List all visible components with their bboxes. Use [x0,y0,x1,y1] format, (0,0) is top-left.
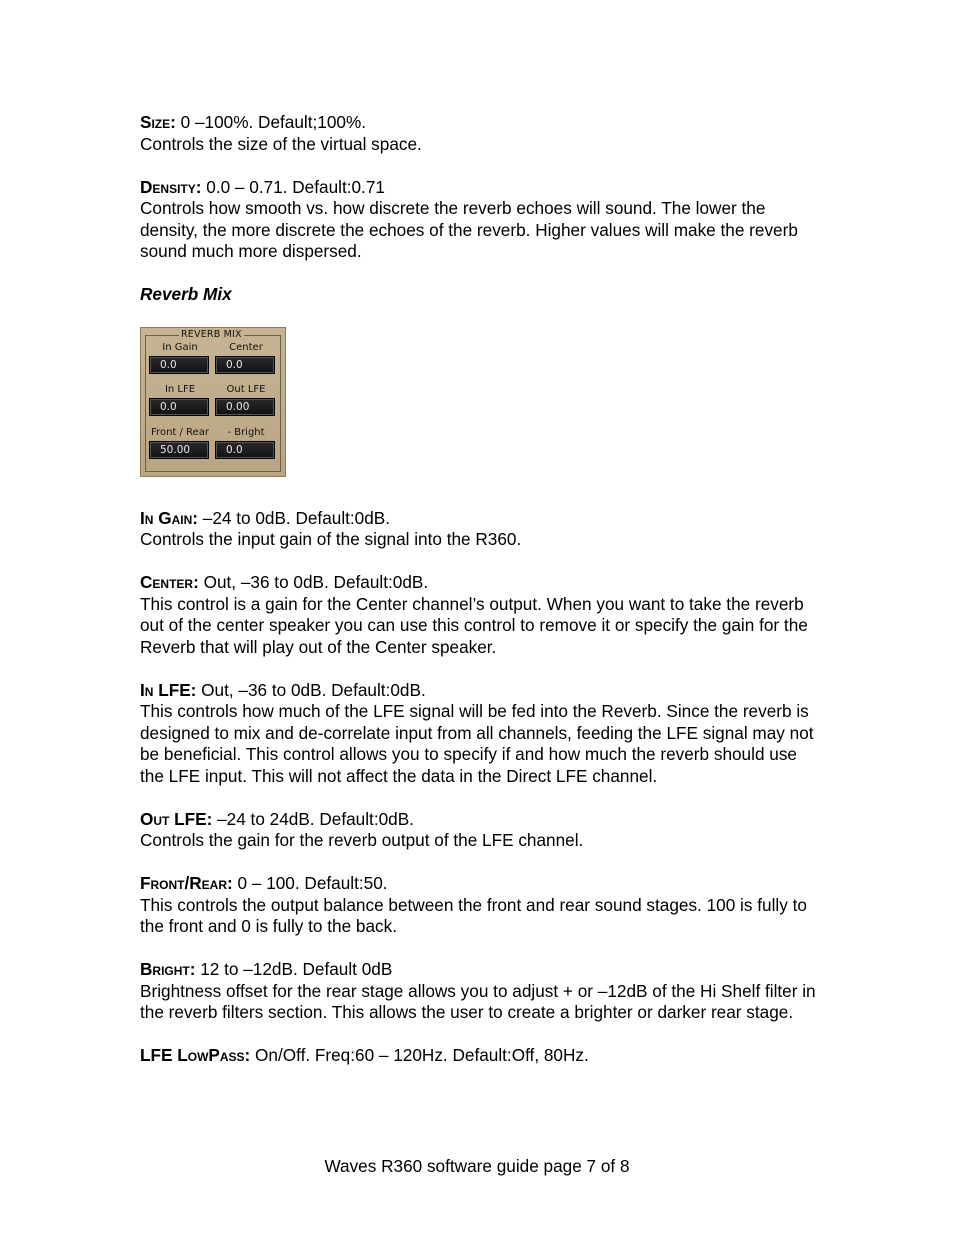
param-description: Controls how smooth vs. how discrete the reverb echoes will sound. The lower the density, the more discrete the echoes of the reverb. Higher values will make the reverb sound much more dispersed. [140,198,798,261]
control-bright [215,427,277,459]
param-range: –24 to 0dB. Default:0dB. [197,507,391,528]
param-range: Out, –36 to 0dB. Default:0dB. [198,572,429,592]
control-label: In LFE [164,383,196,395]
param-term: Bright: [140,959,196,979]
front-rear-value-field[interactable]: 50.00 [149,441,209,459]
control-label: Front / Rear [151,426,209,438]
panel-title: REVERB MIX [181,328,242,340]
control-label: - Bright [227,426,265,438]
control-label: Center [229,341,263,353]
param-in-gain [140,508,820,551]
in-gain-value-field[interactable]: 0.0 [149,356,209,374]
control-in-gain [149,342,211,374]
param-range: Out, –36 to 0dB. Default:0dB. [196,679,426,700]
param-term: Center: [140,572,199,592]
page-content [140,112,820,1088]
param-in-lfe [140,680,820,788]
center-value-field[interactable]: 0.0 [215,356,275,374]
param-description: This controls how much of the LFE signal will be fed into the Reverb. Since the reverb is designed to mix and de-correlate input from all channels, feeding the LFE signal may not be beneficial. This control allows you to specify if and how much the reverb should use the LFE input. This will not affect the data in the Direct LFE channel. [140,701,814,786]
page-footer: Waves R360 software guide page 7 of 8 [324,1156,630,1176]
param-term: In Gain: [140,507,198,528]
param-out-lfe [140,809,820,852]
reverb-mix-panel [140,327,286,477]
param-range: 12 to –12dB. Default 0dB [195,959,393,979]
param-description: Controls the size of the virtual space. [140,133,422,154]
control-label: Out LFE [226,383,266,395]
param-term: Front/Rear: [140,873,233,893]
param-description: Controls the input gain of the signal into the R360. [140,529,522,549]
param-term: Out LFE: [140,808,213,829]
param-size [140,112,820,155]
param-range: 0 –100%. Default;100%. [175,112,367,132]
param-description: This controls the output balance between the front and rear sound stages. 100 is fully to the front and 0 is fully to the back. [140,894,807,936]
out-lfe-value-field[interactable]: 0.00 [215,398,275,416]
bright-value-field[interactable]: 0.0 [215,441,275,459]
param-range: 0.0 – 0.71. Default:0.71 [201,176,385,197]
control-in-lfe [149,384,211,416]
subheading-reverb-mix: Reverb Mix [140,284,232,304]
param-term: Size: [140,112,176,132]
in-lfe-value-field[interactable]: 0.0 [149,398,209,416]
param-term: In LFE: [140,679,197,700]
control-front-rear [149,427,211,459]
param-range: 0 – 100. Default:50. [232,873,388,893]
param-term: LFE LowPass: [140,1045,251,1065]
param-description: This control is a gain for the Center channel’s output. When you want to take the reverb out of the center speaker you can use this control to remove it or specify the gain for the Reverb that will play out of the Center speaker. [140,593,808,657]
param-range: On/Off. Freq:60 – 120Hz. Default:Off, 80Hz. [250,1045,589,1065]
param-front-rear [140,873,820,938]
control-out-lfe [215,384,277,416]
param-description: Brightness offset for the rear stage allows you to adjust + or –12dB of the Hi Shelf filter in the reverb filters section. This allows the user to create a brighter or darker rear stage. [140,980,816,1022]
param-center [140,572,820,658]
param-range: –24 to 24dB. Default:0dB. [212,808,414,829]
param-density [140,177,820,263]
control-center [215,342,277,374]
control-label: In Gain [162,341,198,353]
param-bright [140,959,820,1024]
param-description: Controls the gain for the reverb output of the LFE channel. [140,830,584,850]
param-term: Density: [140,176,202,197]
param-lfe-lowpass [140,1045,820,1067]
